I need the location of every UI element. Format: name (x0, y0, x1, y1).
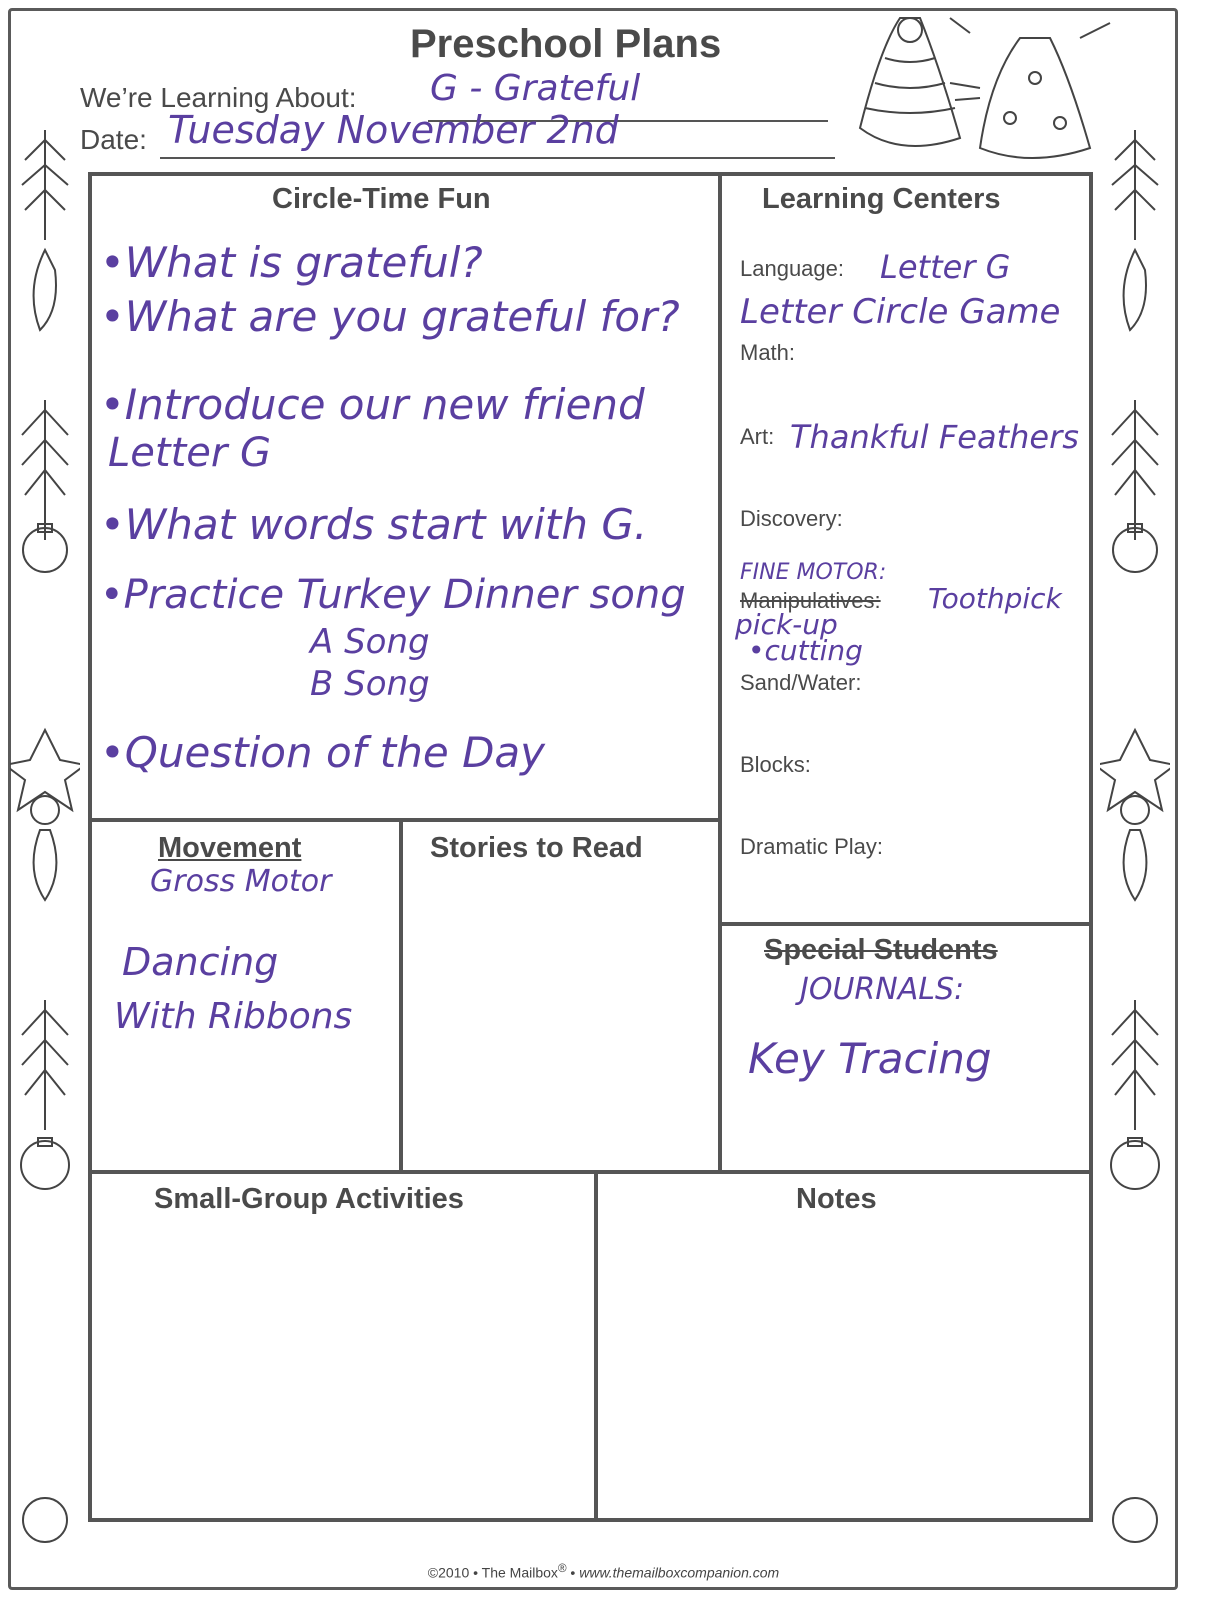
math-label: Math: (740, 340, 796, 365)
movement-line-2: With Ribbons (114, 996, 353, 1037)
dramatic-play-label: Dramatic Play: (740, 834, 884, 859)
date-line (160, 157, 835, 159)
circle-item-5: •What words start with G. (100, 500, 648, 549)
movement-title: Movement (158, 832, 302, 864)
circle-time-title: Circle-Time Fun (272, 183, 491, 215)
language-value-2: Letter Circle Game (740, 292, 1061, 332)
circle-item-6: •Practice Turkey Dinner song (100, 572, 686, 618)
divider-bottom-row (88, 1170, 1093, 1174)
footer-copyright (0, 1562, 1207, 1581)
manipulatives-value-2: pick-up (735, 608, 838, 641)
learning-about-label: We’re Learning About: (80, 82, 357, 113)
page-title: Preschool Plans (410, 22, 722, 66)
fine-motor-note: FINE MOTOR: (740, 560, 887, 585)
small-group-title: Small-Group Activities (154, 1183, 464, 1215)
art-value: Thankful Feathers (790, 418, 1079, 456)
divider-center-vertical (718, 172, 722, 1172)
divider-centers-bottom (718, 922, 1093, 926)
manipulatives-value-3: •cutting (748, 634, 863, 667)
right-border-decoration (1100, 120, 1170, 1560)
circle-item-4: Letter G (108, 430, 272, 476)
date-value: Tuesday November 2nd (168, 108, 619, 152)
special-students-title: Special Students (764, 934, 998, 966)
divider-bottom-vertical (594, 1170, 598, 1522)
circle-item-9: •Question of the Day (100, 728, 546, 777)
language-value: Letter G (880, 248, 1011, 286)
circle-item-7: A Song (310, 622, 430, 662)
circle-item-3: •Introduce our new friend (100, 380, 645, 429)
date-label: Date: (80, 124, 147, 155)
discovery-label: Discovery: (740, 506, 843, 531)
learning-about-value: G - Grateful (430, 68, 641, 109)
journals-value: Key Tracing (748, 1034, 992, 1083)
footer-url: www.themailboxcompanion.com (579, 1564, 780, 1581)
manipulatives-label: Manipulatives: (740, 588, 881, 613)
circle-item-8: B Song (310, 664, 430, 704)
divider-circle-bottom (88, 818, 722, 822)
circle-item-1: •What is grateful? (100, 238, 483, 287)
learning-centers-title: Learning Centers (762, 183, 1001, 215)
circle-item-2: •What are you grateful for? (100, 292, 680, 341)
sand-water-label: Sand/Water: (740, 670, 862, 695)
notes-title: Notes (796, 1183, 877, 1215)
footer-copyright-text: ©2010 • The Mailbox (427, 1564, 558, 1581)
footer-registered-mark: ® (557, 1562, 567, 1575)
art-label: Art: (740, 424, 775, 449)
language-label: Language: (740, 256, 844, 281)
manipulatives-value: Toothpick (928, 582, 1062, 615)
divider-movement-stories (399, 818, 403, 1172)
left-border-decoration (10, 120, 80, 1560)
footer-separator: • (566, 1564, 580, 1581)
movement-subtitle: Gross Motor (150, 864, 332, 899)
stories-title: Stories to Read (430, 832, 643, 864)
movement-line-1: Dancing (122, 940, 279, 984)
journals-heading: JOURNALS: (800, 972, 965, 1007)
blocks-label: Blocks: (740, 752, 811, 777)
